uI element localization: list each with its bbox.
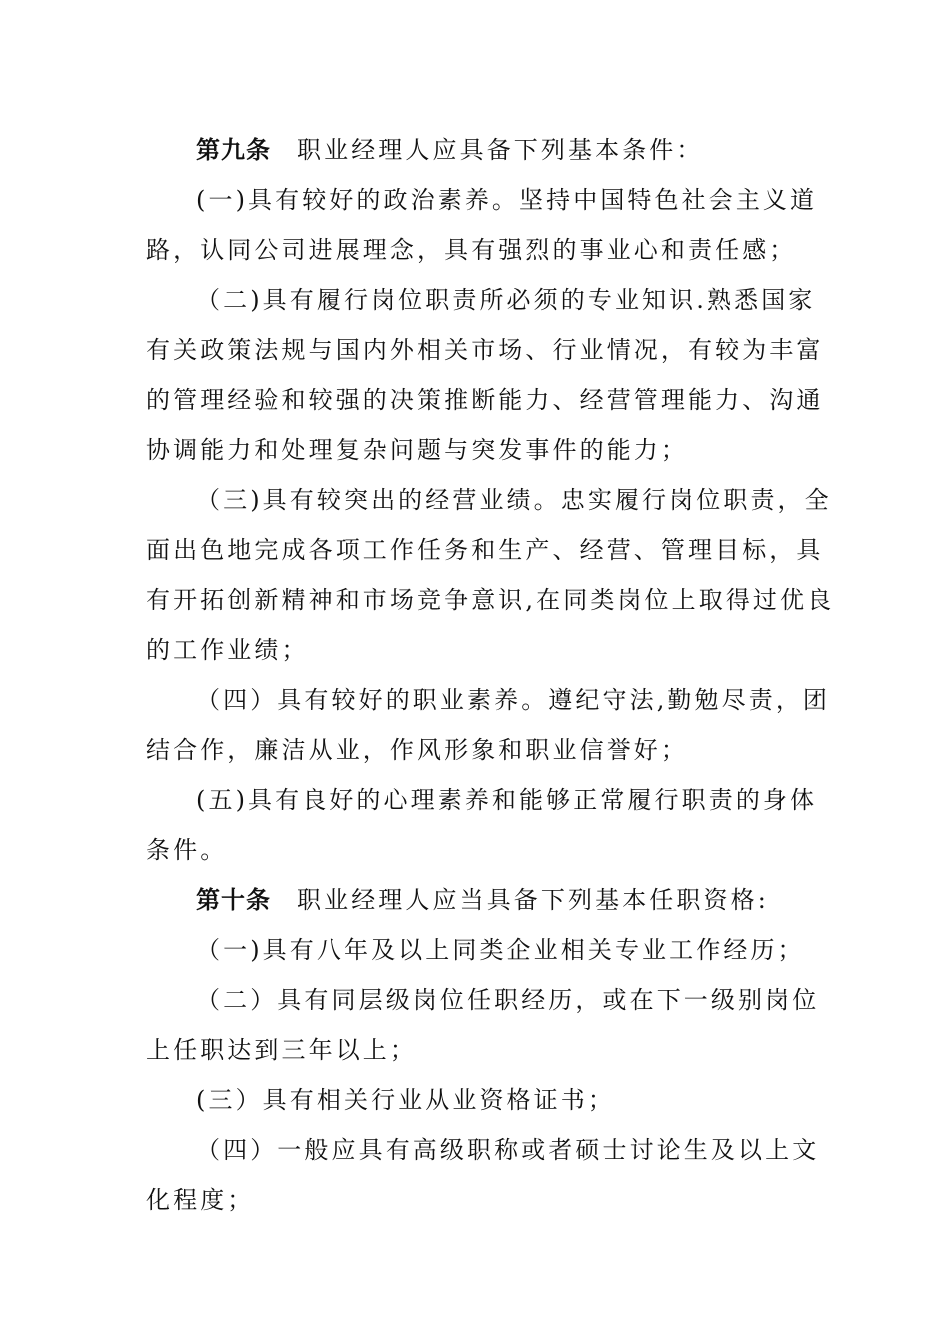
- article-9-label: 第九条: [196, 135, 271, 164]
- article-10-heading-text: 职业经理人应当具备下列基本任职资格:: [297, 886, 769, 914]
- article-10-heading: [196, 880, 806, 920]
- paragraph-line: （四）具有较好的职业素养。遵纪守法,勤勉尽责，团: [196, 686, 831, 714]
- paragraph-line: 结合作，廉洁从业，作风形象和职业信誉好；: [146, 736, 688, 764]
- paragraph-line: （四）一般应具有高级职称或者硕士讨论生及以上文: [196, 1136, 820, 1164]
- paragraph-line: 面出色地完成各项工作任务和生产、经营、管理目标，具: [146, 536, 824, 564]
- paragraph-line: （二）具有同层级岗位任职经历，或在下一级别岗位: [196, 986, 820, 1014]
- paragraph-line: 有开拓创新精神和市场竞争意识,在同类岗位上取得过优良: [146, 586, 835, 614]
- paragraph-line: （三)具有较突出的经营业绩。忠实履行岗位职责，全: [196, 486, 832, 514]
- paragraph-line: 协调能力和处理复杂问题与突发事件的能力；: [146, 436, 688, 464]
- article-9-heading-text: 职业经理人应具备下列基本条件：: [297, 136, 704, 164]
- article-9-heading: [196, 130, 806, 170]
- paragraph-line: (一)具有较好的政治素养。坚持中国特色社会主义道: [196, 186, 818, 214]
- paragraph-line: 有关政策法规与国内外相关市场、行业情况，有较为丰富: [146, 336, 824, 364]
- paragraph-line: (三）具有相关行业从业资格证书；: [196, 1086, 615, 1114]
- paragraph-line: (五)具有良好的心理素养和能够正常履行职责的身体: [196, 786, 818, 814]
- paragraph-line: （二)具有履行岗位职责所必须的专业知识.熟悉国家: [196, 286, 816, 314]
- paragraph-line: 化程度；: [146, 1186, 255, 1214]
- article-10-label: 第十条: [196, 885, 271, 914]
- paragraph-line: （一)具有八年及以上同类企业相关专业工作经历；: [196, 936, 805, 964]
- paragraph-line: 的管理经验和较强的决策推断能力、经营管理能力、沟通: [146, 386, 824, 414]
- paragraph-line: 条件。: [146, 836, 228, 864]
- paragraph-line: 的工作业绩；: [146, 636, 309, 664]
- paragraph-line: 路，认同公司进展理念，具有强烈的事业心和责任感；: [146, 236, 797, 264]
- paragraph-line: 上任职达到三年以上；: [146, 1036, 417, 1064]
